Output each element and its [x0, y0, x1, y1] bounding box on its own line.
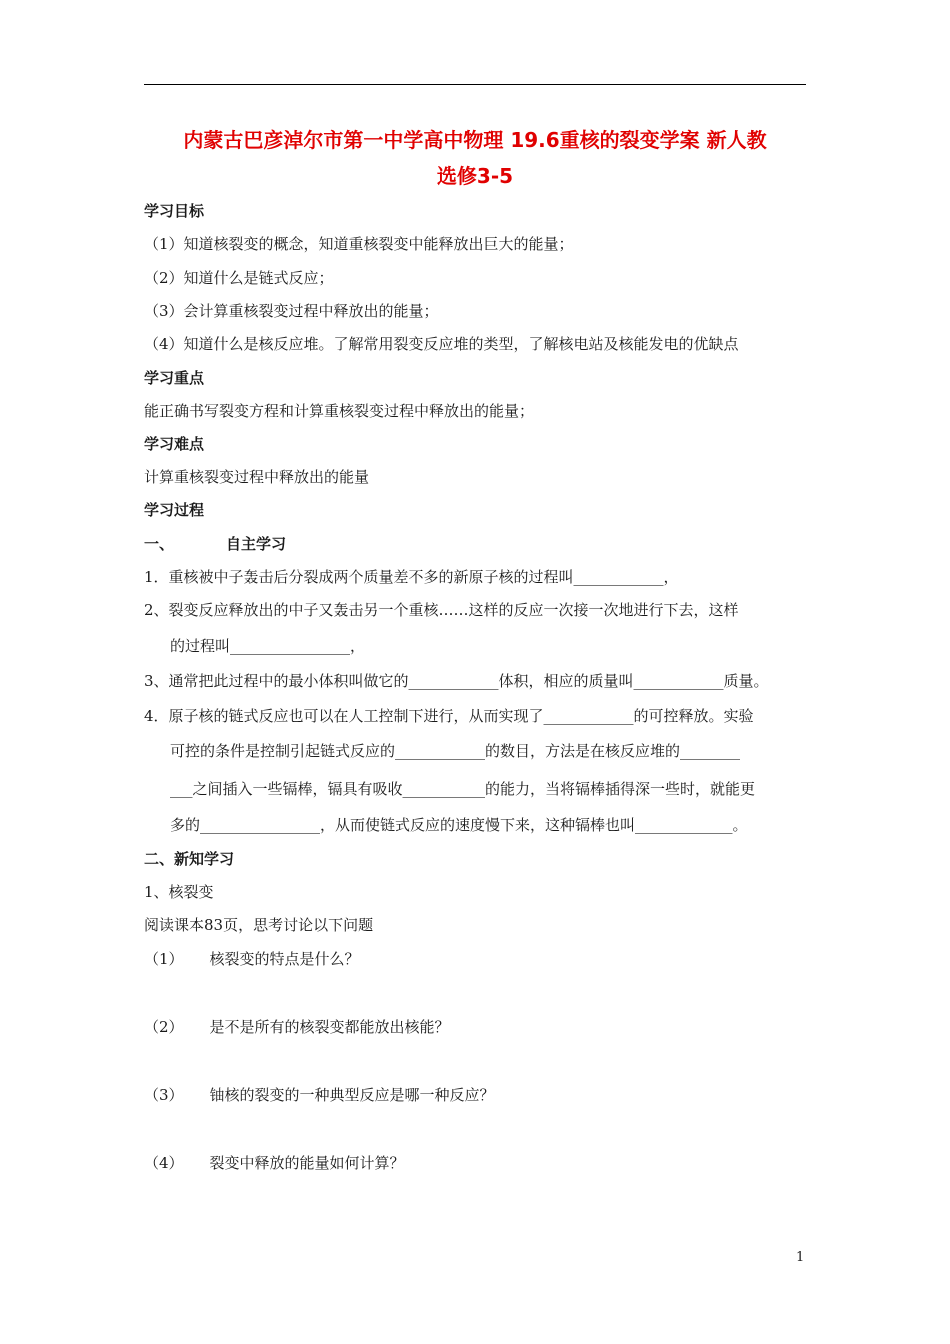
header-rule	[144, 84, 806, 85]
self-study-number: 一、	[144, 535, 175, 553]
fill-question-4-cont: ___之间插入一些镉棒，镉具有吸收___________的能力，当将镉棒插得深一些时，就能更	[170, 780, 756, 798]
fill-question-4-cont: 多的________________，从而使链式反应的速度慢下来，这种镉棒也叫_____________。	[170, 816, 748, 834]
question-text: 是不是所有的核裂变都能放出核能？	[209, 1018, 450, 1036]
question-text: 核裂变的特点是什么？	[209, 950, 360, 968]
question-text: 裂变中释放的能量如何计算？	[209, 1154, 405, 1172]
discussion-question	[144, 949, 360, 969]
fill-question-4-cont: 可控的条件是控制引起链式反应的____________的数目，方法是在核反应堆的________	[170, 742, 741, 760]
page-number: 1	[796, 1250, 805, 1265]
goal-item: （1）知道核裂变的概念，知道重核裂变中能释放出巨大的能量；	[144, 235, 574, 253]
process-heading: 学习过程	[144, 501, 205, 519]
doc-title-line2: 选修3-5	[436, 164, 514, 188]
reading-instruction: 阅读课本83页，思考讨论以下问题	[144, 916, 374, 934]
question-text: 铀核的裂变的一种典型反应是哪一种反应？	[209, 1086, 495, 1104]
fill-question-2-cont: 的过程叫________________，	[170, 637, 366, 655]
key-heading: 学习重点	[144, 369, 205, 387]
self-study-label: 自主学习	[226, 535, 287, 553]
question-number: （2）	[144, 1018, 184, 1036]
self-study-heading	[144, 534, 286, 554]
question-number: （1）	[144, 950, 184, 968]
fill-question-4: 4．原子核的链式反应也可以在人工控制下进行，从而实现了____________的可控释放。实验	[144, 707, 754, 725]
difficulty-text: 计算重核裂变过程中释放出的能量	[144, 468, 370, 486]
goal-item: （2）知道什么是链式反应；	[144, 269, 334, 287]
question-number: （4）	[144, 1154, 184, 1172]
new-study-heading: 二、新知学习	[144, 850, 235, 868]
fill-question-1: 1．重核被中子轰击后分裂成两个质量差不多的新原子核的过程叫____________，	[144, 568, 679, 586]
discussion-question	[144, 1153, 405, 1173]
section-1-title: 1、核裂变	[144, 883, 214, 901]
key-text: 能正确书写裂变方程和计算重核裂变过程中释放出的能量；	[144, 402, 535, 420]
discussion-question	[144, 1085, 495, 1105]
discussion-question	[144, 1017, 450, 1037]
goals-heading: 学习目标	[144, 202, 205, 220]
doc-title-line1: 内蒙古巴彦淖尔市第一中学高中物理 19.6重核的裂变学案 新人教	[183, 128, 767, 152]
difficulty-heading: 学习难点	[144, 435, 205, 453]
goal-item: （4）知道什么是核反应堆。了解常用裂变反应堆的类型，了解核电站及核能发电的优缺点	[144, 335, 739, 353]
question-number: （3）	[144, 1086, 184, 1104]
fill-question-2: 2、裂变反应释放出的中子又轰击另一个重核……这样的反应一次接一次地进行下去，这样	[144, 601, 739, 619]
goal-item: （3）会计算重核裂变过程中释放出的能量；	[144, 302, 439, 320]
fill-question-3: 3、通常把此过程中的最小体积叫做它的____________体积，相应的质量叫____________质量。	[144, 672, 769, 690]
